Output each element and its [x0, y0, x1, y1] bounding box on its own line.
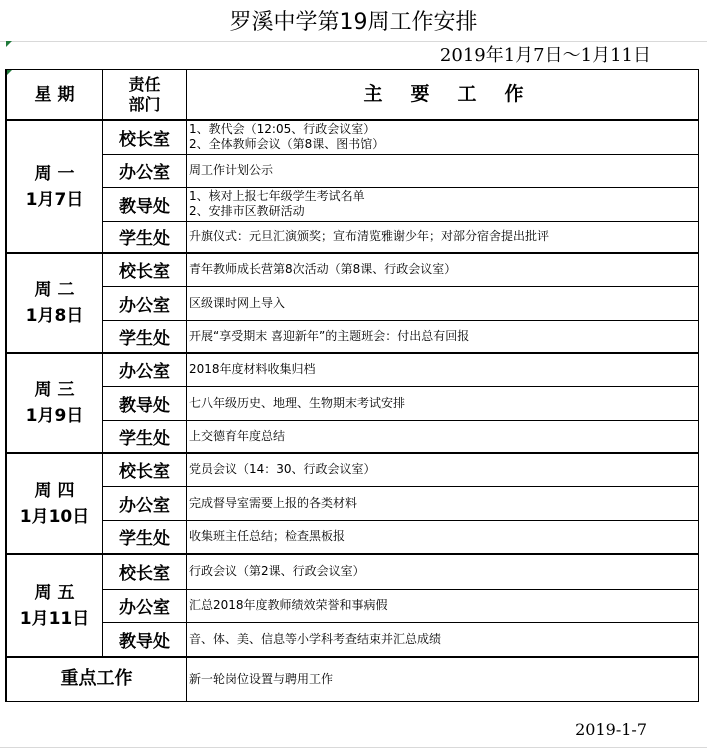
work-line: 1、核对上报七年级学生考试名单 — [189, 189, 365, 203]
dept-cell: 学生处 — [103, 320, 187, 353]
work-cell — [187, 253, 699, 286]
work-cell — [187, 320, 699, 353]
dept-cell: 校长室 — [103, 253, 187, 286]
work-line: 区级课时网上导入 — [189, 295, 286, 310]
work-cell — [187, 589, 699, 622]
header-work-char: 主 — [363, 83, 383, 105]
weekday-label: 周 一 — [34, 163, 75, 184]
table-row — [6, 420, 699, 453]
schedule-table — [5, 69, 699, 702]
cell-gridline — [0, 747, 707, 748]
date-range: 2019年1月7日～1月11日 — [439, 45, 651, 66]
work-cell — [187, 353, 699, 386]
weekday-label: 周 五 — [34, 582, 75, 603]
table-row — [6, 554, 699, 589]
dept-cell: 校长室 — [103, 120, 187, 154]
table-row — [6, 221, 699, 253]
work-cell — [187, 554, 699, 589]
work-cell — [187, 154, 699, 187]
cell-gridline — [0, 41, 707, 42]
dept-cell: 办公室 — [103, 353, 187, 386]
header-work — [187, 70, 699, 121]
dept-cell: 学生处 — [103, 221, 187, 253]
table-row — [6, 386, 699, 420]
table-row — [6, 622, 699, 657]
table-row — [6, 120, 699, 154]
header-work-char: 工 — [457, 83, 477, 105]
page-title: 罗溪中学第19周工作安排 — [229, 10, 478, 35]
table-row — [6, 187, 699, 221]
day-cell — [6, 120, 103, 253]
day-cell — [6, 253, 103, 353]
table-row — [6, 320, 699, 353]
weekday-label: 周 三 — [34, 380, 75, 400]
work-line: 上交德育年度总结 — [189, 428, 286, 443]
work-line: 行政会议（第2课、行政会议室） — [189, 564, 365, 579]
dept-cell: 办公室 — [103, 154, 187, 187]
date-label: 1月11日 — [19, 608, 90, 629]
work-cell — [187, 453, 699, 486]
header-dept — [103, 70, 187, 121]
weekday-label: 周 四 — [34, 480, 75, 501]
cell-comment-marker — [6, 41, 12, 47]
focus-work: 新一轮岗位设置与聘用工作 — [187, 657, 699, 701]
table-row — [6, 453, 699, 486]
dept-cell: 办公室 — [103, 486, 187, 520]
work-line: 汇总2018年度教师绩效荣誉和事病假 — [189, 598, 388, 612]
table-row — [6, 286, 699, 320]
work-cell — [187, 420, 699, 453]
table-header-row — [6, 70, 699, 121]
work-cell — [187, 386, 699, 420]
table-row — [6, 154, 699, 187]
dept-cell: 办公室 — [103, 286, 187, 320]
work-line: 2、安排市区教研活动 — [189, 204, 305, 218]
work-line: 2018年度材料收集归档 — [189, 362, 316, 377]
work-line: 青年教师成长营第8次活动（第8课、行政会议室） — [189, 262, 457, 277]
work-line: 升旗仪式：元旦汇演颁奖；宣布清览雅谢少年；对部分宿舍提出批评 — [189, 229, 550, 244]
work-line: 收集班主任总结；检查黑板报 — [189, 529, 346, 544]
header-work-char: 作 — [504, 83, 524, 105]
work-cell — [187, 622, 699, 657]
day-cell — [6, 353, 103, 453]
table-row — [6, 520, 699, 554]
date-label: 1月9日 — [25, 406, 84, 426]
table-row — [6, 253, 699, 286]
work-cell — [187, 120, 699, 154]
date-label: 1月7日 — [25, 189, 84, 210]
header-dept-line1: 责任 — [128, 74, 161, 94]
dept-cell: 学生处 — [103, 520, 187, 554]
focus-label: 重点工作 — [6, 657, 187, 701]
header-work-char: 要 — [410, 83, 430, 105]
dept-cell: 学生处 — [103, 420, 187, 453]
table-row — [6, 486, 699, 520]
dept-cell: 校长室 — [103, 554, 187, 589]
table-row — [6, 589, 699, 622]
date-label: 1月10日 — [19, 506, 90, 527]
dept-cell: 教导处 — [103, 187, 187, 221]
header-dept-line2: 部门 — [128, 94, 161, 114]
work-line: 七八年级历史、地理、生物期末考试安排 — [189, 395, 406, 410]
work-line: 音、体、美、信息等小学科考查结束并汇总成绩 — [189, 631, 442, 646]
dept-cell: 校长室 — [103, 453, 187, 486]
work-cell — [187, 286, 699, 320]
work-cell — [187, 520, 699, 554]
work-line: 党员会议（14：30、行政会议室） — [189, 462, 376, 477]
work-cell — [187, 221, 699, 253]
day-cell — [6, 554, 103, 657]
work-line: 1、教代会（12:05、行政会议室） — [189, 122, 376, 137]
footer-date: 2019-1-7 — [575, 720, 647, 739]
date-label: 1月8日 — [25, 306, 84, 326]
dept-cell: 教导处 — [103, 386, 187, 420]
work-line: 完成督导室需要上报的各类材料 — [189, 495, 358, 510]
work-cell — [187, 486, 699, 520]
day-cell — [6, 453, 103, 554]
work-cell — [187, 187, 699, 221]
header-week: 星 期 — [6, 70, 103, 121]
table-row — [6, 353, 699, 386]
work-line: 开展“享受期末 喜迎新年”的主题班会：付出总有回报 — [189, 328, 470, 343]
focus-row — [6, 657, 699, 701]
work-line: 周工作计划公示 — [189, 163, 274, 177]
dept-cell: 办公室 — [103, 589, 187, 622]
dept-cell: 教导处 — [103, 622, 187, 657]
weekday-label: 周 二 — [34, 280, 75, 300]
work-line: 2、全体教师会议（第8课、图书馆） — [189, 137, 385, 152]
